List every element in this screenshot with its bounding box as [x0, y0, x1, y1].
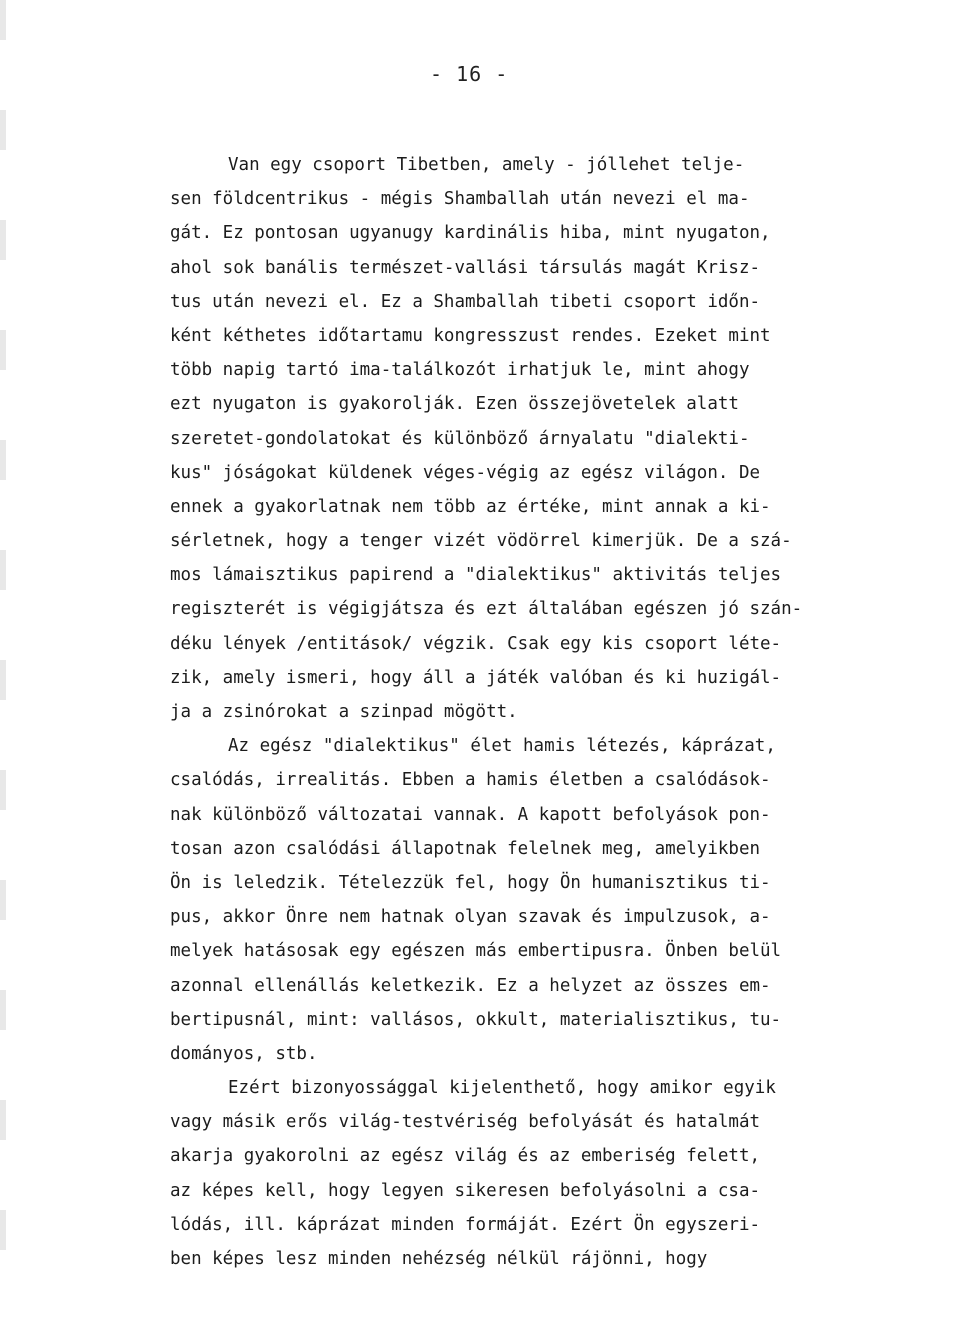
text-line: ahol sok banális természet-vallási társulás magát Krisz- — [170, 257, 761, 278]
body-text — [170, 148, 870, 1276]
text-line: ben képes lesz minden nehézség nélkül rájönni, hogy — [170, 1249, 708, 1269]
text-line: ként kéthetes időtartamu kongresszust rendes. Ezeket mint — [170, 325, 771, 346]
text-line: Ezért bizonyossággal kijelenthető, hogy amikor egyik — [228, 1078, 776, 1099]
text-line: ennek a gyakorlatnak nem több az értéke, mint annak a ki- — [170, 496, 771, 517]
text-line: mos lámaisztikus papirend a "dialektikus" aktivitás teljes — [170, 565, 782, 586]
text-line: ja a zsinórokat a szinpad mögött. — [170, 702, 518, 722]
paragraph-2 — [170, 729, 870, 1071]
text-line: azonnal ellenállás keletkezik. Ez a helyzet az összes em- — [170, 975, 771, 996]
text-line: Van egy csoport Tibetben, amely - jóllehet telje- — [228, 155, 745, 175]
text-line: pus, akkor Önre nem hatnak olyan szavak és impulzusok, a- — [170, 907, 771, 928]
paragraph-1 — [170, 148, 870, 729]
text-line: tosan azon csalódási állapotnak felelnek meg, amelyikben — [170, 838, 761, 859]
text-line: több napig tartó ima-találkozót irhatjuk le, mint ahogy — [170, 360, 750, 381]
text-line: regiszterét is végigjátsza és ezt általában egészen jó szán- — [170, 599, 803, 620]
text-line: lódás, ill. káprázat minden formáját. Ezért Ön egyszeri- — [170, 1214, 761, 1235]
text-line: sérletnek, hogy a tenger vizét vödörrel kimerjük. De a szá- — [170, 531, 792, 552]
text-line: szeretet-gondolatokat és különböző árnyalatu "dialekti- — [170, 428, 750, 449]
text-line: Ön is leledzik. Tételezzük fel, hogy Ön humanisztikus ti- — [170, 872, 771, 893]
text-line: vagy másik erős világ-testvériség befolyását és hatalmát — [170, 1112, 761, 1133]
paragraph-3 — [170, 1071, 870, 1276]
text-line: akarja gyakorolni az egész világ és az emberiség felett, — [170, 1146, 761, 1167]
page-number: - 16 - — [430, 62, 509, 86]
text-line: zik, amely ismeri, hogy áll a játék valóban és ki huzigál- — [170, 667, 782, 688]
text-line: gát. Ez pontosan ugyanugy kardinális hiba, mint nyugaton, — [170, 223, 771, 244]
text-line: nak különböző változatai vannak. A kapott befolyások pon- — [170, 804, 771, 825]
text-line: az képes kell, hogy legyen sikeresen befolyásolni a csa- — [170, 1180, 761, 1201]
text-line: kus" jóságokat küldenek véges-végig az egész világon. De — [170, 462, 761, 483]
text-line: csalódás, irrealitás. Ebben a hamis életben a csalódások- — [170, 770, 771, 791]
text-line: bertipusnál, mint: vallásos, okkult, materialisztikus, tu- — [170, 1009, 782, 1030]
text-line: tus után nevezi el. Ez a Shamballah tibeti csoport időn- — [170, 291, 761, 312]
text-line: melyek hatásosak egy egészen más embertipusra. Önben belül — [170, 941, 782, 962]
text-line: sen földcentrikus - mégis Shamballah után nevezi el ma- — [170, 189, 750, 210]
text-line: Az egész "dialektikus" élet hamis létezés, káprázat, — [228, 736, 776, 757]
text-line: dományos, stb. — [170, 1043, 318, 1064]
page-binding-edge — [0, 0, 6, 1320]
text-line: déku lények /entitások/ végzik. Csak egy kis csoport léte- — [170, 633, 782, 654]
text-line: ezt nyugaton is gyakorolják. Ezen összejövetelek alatt — [170, 394, 739, 415]
